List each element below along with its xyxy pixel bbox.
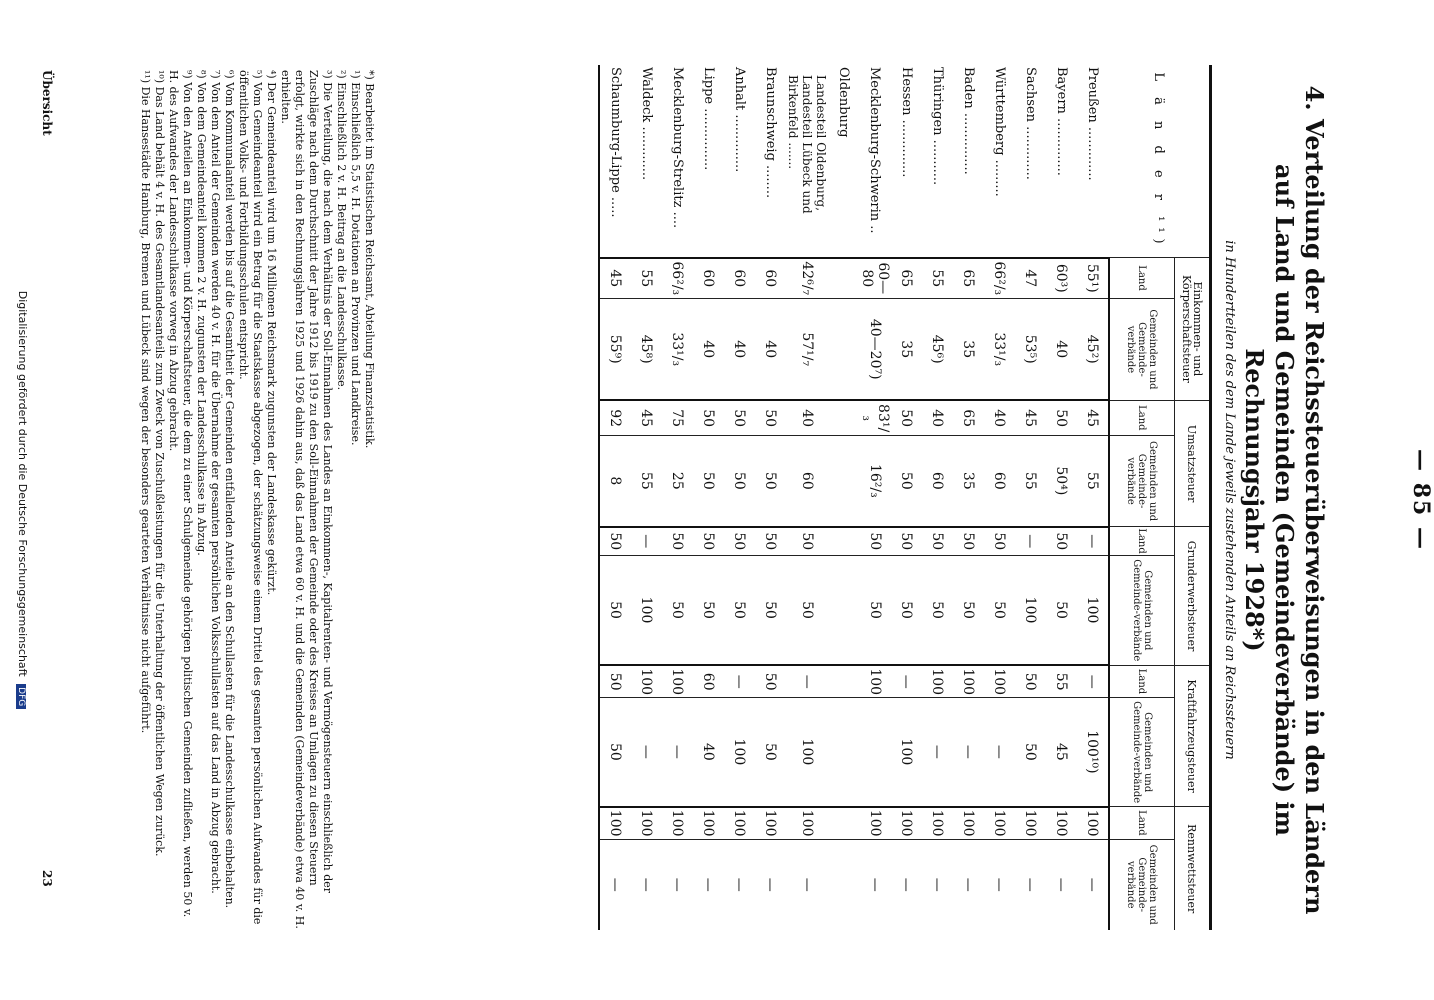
table-cell: — xyxy=(631,698,662,807)
table-cell: — xyxy=(631,839,662,930)
table-cell: 50 xyxy=(1046,527,1077,555)
table-cell: 50 xyxy=(953,527,984,555)
row-land-name: Landesteil Oldenburg, Landesteil Lübeck und Birkenfeld ....... xyxy=(786,75,828,214)
table-row xyxy=(891,65,922,930)
table-cell: 50 xyxy=(724,555,755,665)
footnote: ⁹) Von den Anteilen an Einkommen- und Körperschaftsteuer, die dem zu einer Schulgemeinde gehörigen politischen Gemeinden zufließen, werden 50 v. H. des Aufwandes der Landesschulkasse vorweg in Abzug gebracht. xyxy=(167,70,194,918)
table-cell: 50 xyxy=(859,555,891,665)
table-cell: — xyxy=(953,839,984,930)
table-cell: 55 xyxy=(1015,435,1046,526)
row-land-name: Lippe ............... xyxy=(701,67,716,171)
footnote: ¹¹) Die Hansestädte Hamburg, Bremen und Lübeck sind wegen der besonders gearteten Verhältnisse nicht aufgeführt. xyxy=(139,70,152,734)
table-cell: 50 xyxy=(724,527,755,555)
subheader-land: Land xyxy=(1109,258,1175,299)
page-number: — 85 — xyxy=(1408,449,1434,551)
table-cell: — xyxy=(599,839,631,930)
table-cell: 100 xyxy=(859,807,891,839)
table-cell: 50 xyxy=(662,555,693,665)
table-cell xyxy=(828,258,859,299)
footnote: ³) Die Verteilung, die nach dem Verhältnis der Soll-Einnahmen des Landes an Einkommen-, Kapitalrenten- und Vermögensteuern einschließlich der Zuschläge nach dem Durchschnitt der Jahre 1912 bis 1919 zu den Soll-Einnahmen der Gemeinde oder des Kreises an Umlagen zu diesen Steuern erfolgt, wirkte sich in den Rechnungsjahren 1925 und 1926 dahin aus, daß das Land etwa 60 v. H. und die Gemeinden (Gemeindeverbände) etwa 40 v. H. erhielten. xyxy=(279,70,334,929)
table-cell: 50 xyxy=(755,527,786,555)
table-cell: 45 xyxy=(1015,400,1046,435)
table-row xyxy=(859,65,891,930)
subheader-gemeinden: Gemeinden und Gemeinde-verbände xyxy=(1109,698,1175,807)
table-cell: 50 xyxy=(755,665,786,697)
table-cell: 100 xyxy=(922,665,953,697)
table-cell: 42⁶/₇ xyxy=(786,258,828,299)
page-title: 4. Verteilung der Reichssteuerüberweisungen in den Ländern auf Land und Gemeinden (Gemeindeverbände) im Rechnungsjahr 1928*) xyxy=(1240,85,1329,915)
table-row xyxy=(599,65,631,930)
table-cell xyxy=(859,698,891,807)
table-cell: — xyxy=(1077,527,1109,555)
table-cell: 50 xyxy=(859,527,891,555)
table-cell: 50 xyxy=(724,400,755,435)
table-cell: — xyxy=(662,698,693,807)
row-land-name: Baden ............... xyxy=(961,67,976,175)
table-cell: 75 xyxy=(662,400,693,435)
table-row xyxy=(662,65,693,930)
row-land-name: Anhalt .............. xyxy=(732,67,747,173)
table-cell: 47 xyxy=(1015,258,1046,299)
table-cell: 55 xyxy=(631,435,662,526)
table-cell: 50 xyxy=(755,555,786,665)
group-header-kraftfahrzeug: Kraftfahrzeugsteuer xyxy=(1175,665,1211,806)
table-cell xyxy=(828,435,859,526)
table-cell: 45⁸) xyxy=(631,299,662,401)
table-cell: — xyxy=(631,527,662,555)
table-row xyxy=(953,65,984,930)
table-cell: — xyxy=(859,839,891,930)
table-cell: 50 xyxy=(662,527,693,555)
table-row xyxy=(828,65,859,930)
subheader-gemeinden: Gemeinden und Gemeinde-verbände xyxy=(1109,839,1175,930)
table-cell: 50⁴) xyxy=(1046,435,1077,526)
column-header-laender: L ä n d e r ¹¹) xyxy=(1109,65,1211,258)
table-cell: 60 xyxy=(922,435,953,526)
table-cell: 50 xyxy=(1046,400,1077,435)
table-cell: 60 xyxy=(693,665,724,697)
table-cell: — xyxy=(984,698,1015,807)
table-cell: 100 xyxy=(1077,807,1109,839)
table-cell: — xyxy=(1015,527,1046,555)
table-cell: 45 xyxy=(1077,400,1109,435)
table-cell: 25 xyxy=(662,435,693,526)
table-cell: 60 xyxy=(984,435,1015,526)
row-land-name: Württemberg ......... xyxy=(992,67,1007,197)
table-cell: 40 xyxy=(984,400,1015,435)
row-land-name: Preußen ............. xyxy=(1085,67,1101,181)
table-cell: 50 xyxy=(1015,665,1046,697)
table-cell: — xyxy=(1077,839,1109,930)
table-cell: 65 xyxy=(953,258,984,299)
table-cell: — xyxy=(724,665,755,697)
subheader-gemeinden: Gemeinden und Gemeinde-verbände xyxy=(1109,299,1175,401)
table-body xyxy=(599,65,1109,930)
table-cell: 50 xyxy=(599,665,631,697)
table-cell: 35 xyxy=(953,299,984,401)
subheader-land: Land xyxy=(1109,400,1175,435)
table-cell: 66²/₃ xyxy=(984,258,1015,299)
table-row xyxy=(1046,65,1077,930)
table-cell xyxy=(828,839,859,930)
table-cell: 57¹/₇ xyxy=(786,299,828,401)
page-subtitle: in Hundertteilen des dem Lande jeweils zustehenden Anteils an Reichssteuern xyxy=(1222,240,1237,760)
subheader-land: Land xyxy=(1109,527,1175,555)
footnote: ²) Einschließlich 2 v. H. Beitrag an die Landesschulkasse. xyxy=(335,70,348,391)
table-cell: 50 xyxy=(922,527,953,555)
table-cell: 100 xyxy=(631,555,662,665)
table-cell: 40 xyxy=(693,698,724,807)
footnote: ⁵) Vom Gemeindeanteil wird ein Betrag für die Staatskasse abgezogen, der schätzungsweise einem Drittel des gesamten persönlichen Aufwandes für die öffentlichen Volks- und Fortbildungsschulen entspricht. xyxy=(237,70,264,925)
table-cell: 50 xyxy=(599,698,631,807)
table-row xyxy=(724,65,755,930)
table-cell: 40 xyxy=(1046,299,1077,401)
table-row xyxy=(984,65,1015,930)
table-cell: 55¹) xyxy=(1077,258,1109,299)
table-cell: 100 xyxy=(953,665,984,697)
table-row xyxy=(693,65,724,930)
table-cell: 50 xyxy=(953,555,984,665)
row-land-name: Bayern .............. xyxy=(1054,67,1069,176)
table-cell: 100 xyxy=(755,807,786,839)
table-row xyxy=(631,65,662,930)
row-land-name: Sachsen ............. xyxy=(1023,67,1038,180)
row-land-name: Waldeck ............. xyxy=(639,67,654,181)
table-cell: 100 xyxy=(631,807,662,839)
footnote: ⁸) Von dem Gemeindeanteil kommen 2 v. H. zugunsten der Landesschulkasse in Abzug. xyxy=(195,70,208,556)
table-cell: 100 xyxy=(891,698,922,807)
footnote: ⁴) Der Gemeindeanteil wird um 16 Millionen Reichsmark zugunsten der Landeskasse gekürzt. xyxy=(265,70,278,596)
table-cell: 50 xyxy=(693,555,724,665)
subheader-land: Land xyxy=(1109,807,1175,839)
table-cell: 16²/₃ xyxy=(859,435,891,526)
table-cell: 100 xyxy=(1015,807,1046,839)
table-cell: 100 xyxy=(599,807,631,839)
table-cell: 50 xyxy=(984,527,1015,555)
table-cell: 50 xyxy=(786,527,828,555)
table-cell: — xyxy=(891,665,922,697)
table-row xyxy=(786,65,828,930)
table-cell: 50 xyxy=(693,435,724,526)
table-cell: 55 xyxy=(1077,435,1109,526)
table-cell: — xyxy=(1015,839,1046,930)
subheader-gemeinden: Gemeinden und Gemeinde-verbände xyxy=(1109,435,1175,526)
table-cell: 50 xyxy=(891,435,922,526)
table-cell: 100 xyxy=(984,665,1015,697)
table-cell: 40 xyxy=(724,299,755,401)
table-cell: 50 xyxy=(693,527,724,555)
table-cell: 60 xyxy=(755,258,786,299)
table-cell: 50 xyxy=(922,555,953,665)
table-cell: 55 xyxy=(631,258,662,299)
digitization-credit xyxy=(16,0,29,1000)
row-land-name: Oldenburg xyxy=(836,67,851,138)
dfg-logo: DFG xyxy=(16,684,26,709)
table-cell: — xyxy=(1077,665,1109,697)
subheader-gemeinden: Gemeinden und Gemeinde-verbände xyxy=(1109,555,1175,665)
table-cell: 100 xyxy=(859,665,891,697)
footnotes xyxy=(138,70,376,930)
footnote: ⁷) Von dem Anteil der Gemeinden werden 40 v. H. für die Übernahme der gesamten persönlichen Volksschullasten auf das Land in Abzug gebracht. xyxy=(209,70,222,894)
footnote: ¹⁰) Das Land behält 4 v. H. des Gesamtlandesanteils zum Zweck von Zuschußleistungen für die Unterhaltung der öffentlichen Wegen zurück. xyxy=(153,70,166,857)
table-cell: 50 xyxy=(755,435,786,526)
table-cell: 100 xyxy=(724,807,755,839)
table-cell: 55 xyxy=(922,258,953,299)
table-cell: 100 xyxy=(984,807,1015,839)
table-cell: — xyxy=(984,839,1015,930)
table-cell xyxy=(828,807,859,839)
table-cell: — xyxy=(724,839,755,930)
table-cell: — xyxy=(1046,839,1077,930)
table-cell xyxy=(828,400,859,435)
table-cell: — xyxy=(922,839,953,930)
table-cell: 92 xyxy=(599,400,631,435)
table-cell: 55 xyxy=(1046,665,1077,697)
table-cell: 60 xyxy=(693,258,724,299)
table-cell: 100 xyxy=(693,807,724,839)
table-cell: 35 xyxy=(953,435,984,526)
table-cell: 50 xyxy=(891,527,922,555)
footer-signature-number: 23 xyxy=(40,870,54,887)
table-cell: — xyxy=(755,839,786,930)
table-cell: — xyxy=(786,665,828,697)
table-cell: 100 xyxy=(786,807,828,839)
footnote: *) Bearbeitet im Statistischen Reichsamt, Abteilung Finanzstatistik. xyxy=(363,70,376,449)
footer-left-word: Übersicht xyxy=(40,70,54,136)
table-cell: 40 xyxy=(755,299,786,401)
table-cell: — xyxy=(891,839,922,930)
table-cell: 100¹⁰) xyxy=(1077,698,1109,807)
group-header-rennwett: Rennwettsteuer xyxy=(1175,807,1211,930)
table-cell: 66²/₃ xyxy=(662,258,693,299)
table-row xyxy=(1077,65,1109,930)
table-cell: 50 xyxy=(1015,698,1046,807)
footnote: ⁶) Vom Kommunalanteil werden bis auf die Gesamtheit der Gemeinden entfallenden Anteile an den Schullasten für die Landesschulkasse einbehalten. xyxy=(223,70,236,909)
table-cell xyxy=(828,299,859,401)
table-cell: 100 xyxy=(662,807,693,839)
table-cell: — xyxy=(953,698,984,807)
table-cell: 100 xyxy=(953,807,984,839)
table-cell: 65 xyxy=(953,400,984,435)
table-cell: 50 xyxy=(891,555,922,665)
table-cell xyxy=(828,665,859,697)
table-cell xyxy=(828,527,859,555)
table-cell: 40 xyxy=(786,400,828,435)
table-cell: 53⁵) xyxy=(1015,299,1046,401)
table-cell: 50 xyxy=(755,400,786,435)
table-cell: 50 xyxy=(693,400,724,435)
table-row xyxy=(922,65,953,930)
table-row xyxy=(755,65,786,930)
table-cell: 100 xyxy=(724,698,755,807)
table-cell: — xyxy=(786,839,828,930)
table-cell: 50 xyxy=(724,435,755,526)
table-cell: 45²) xyxy=(1077,299,1109,401)
tax-distribution-table xyxy=(598,65,1212,930)
table-cell: 50 xyxy=(599,527,631,555)
row-land-name: Mecklenburg-Schwerin .. xyxy=(867,67,883,234)
table-cell: 33¹/₃ xyxy=(662,299,693,401)
table-cell: 50 xyxy=(599,555,631,665)
group-header-umsatz: Umsatzsteuer xyxy=(1175,400,1211,526)
table-cell: 40 xyxy=(693,299,724,401)
table-cell: 100 xyxy=(631,665,662,697)
table-cell: 45 xyxy=(1046,698,1077,807)
row-land-name: Braunschweig ........ xyxy=(763,67,778,199)
table-cell: 8 xyxy=(599,435,631,526)
table-cell xyxy=(828,555,859,665)
table-cell: 83¹/₃ xyxy=(859,400,891,435)
table-cell: — xyxy=(922,698,953,807)
table-cell: 45 xyxy=(599,258,631,299)
table-cell: 50 xyxy=(755,698,786,807)
table-cell: 40 xyxy=(922,400,953,435)
subheader-land: Land xyxy=(1109,665,1175,697)
table-cell: 60—80 xyxy=(859,258,891,299)
table-cell: 100 xyxy=(1077,555,1109,665)
table-cell: 65 xyxy=(891,258,922,299)
row-land-name: Hessen .............. xyxy=(899,67,914,178)
table-cell: 45 xyxy=(631,400,662,435)
table-cell: 50 xyxy=(1046,555,1077,665)
table-cell: 35 xyxy=(891,299,922,401)
table-cell: 55⁹) xyxy=(599,299,631,401)
table-cell: 60 xyxy=(724,258,755,299)
table-cell: 100 xyxy=(1015,555,1046,665)
table-cell: 45⁶) xyxy=(922,299,953,401)
table-cell: 60³) xyxy=(1046,258,1077,299)
table-cell: 33¹/₃ xyxy=(984,299,1015,401)
group-header-einkommen: Einkommen- und Körperschaftsteuer xyxy=(1175,258,1211,401)
footnote: ¹) Einschließlich 5,5 v. H. Dotationen an Provinzen und Landkreise. xyxy=(349,70,362,446)
table-cell: 50 xyxy=(786,555,828,665)
table-cell: — xyxy=(662,839,693,930)
table-cell: — xyxy=(693,839,724,930)
table-cell: 60 xyxy=(786,435,828,526)
group-header-grunderwerb: Grunderwerbsteuer xyxy=(1175,527,1211,666)
table-row xyxy=(1015,65,1046,930)
table-cell: 50 xyxy=(984,555,1015,665)
table-cell: 50 xyxy=(891,400,922,435)
row-land-name: Thüringen ........... xyxy=(930,67,945,186)
row-land-name: Mecklenburg-Strelitz .... xyxy=(670,67,685,229)
table-cell xyxy=(828,698,859,807)
table-cell: 100 xyxy=(891,807,922,839)
credit-text: Digitalisierung gefördert durch die Deutsche Forschungsgemeinschaft xyxy=(16,290,29,677)
table-cell: 100 xyxy=(662,665,693,697)
table-cell: 40—20⁷) xyxy=(859,299,891,401)
table-cell: 100 xyxy=(786,698,828,807)
row-land-name: Schaumburg-Lippe ..... xyxy=(599,65,631,258)
table-cell: 100 xyxy=(922,807,953,839)
table-cell: 100 xyxy=(1046,807,1077,839)
